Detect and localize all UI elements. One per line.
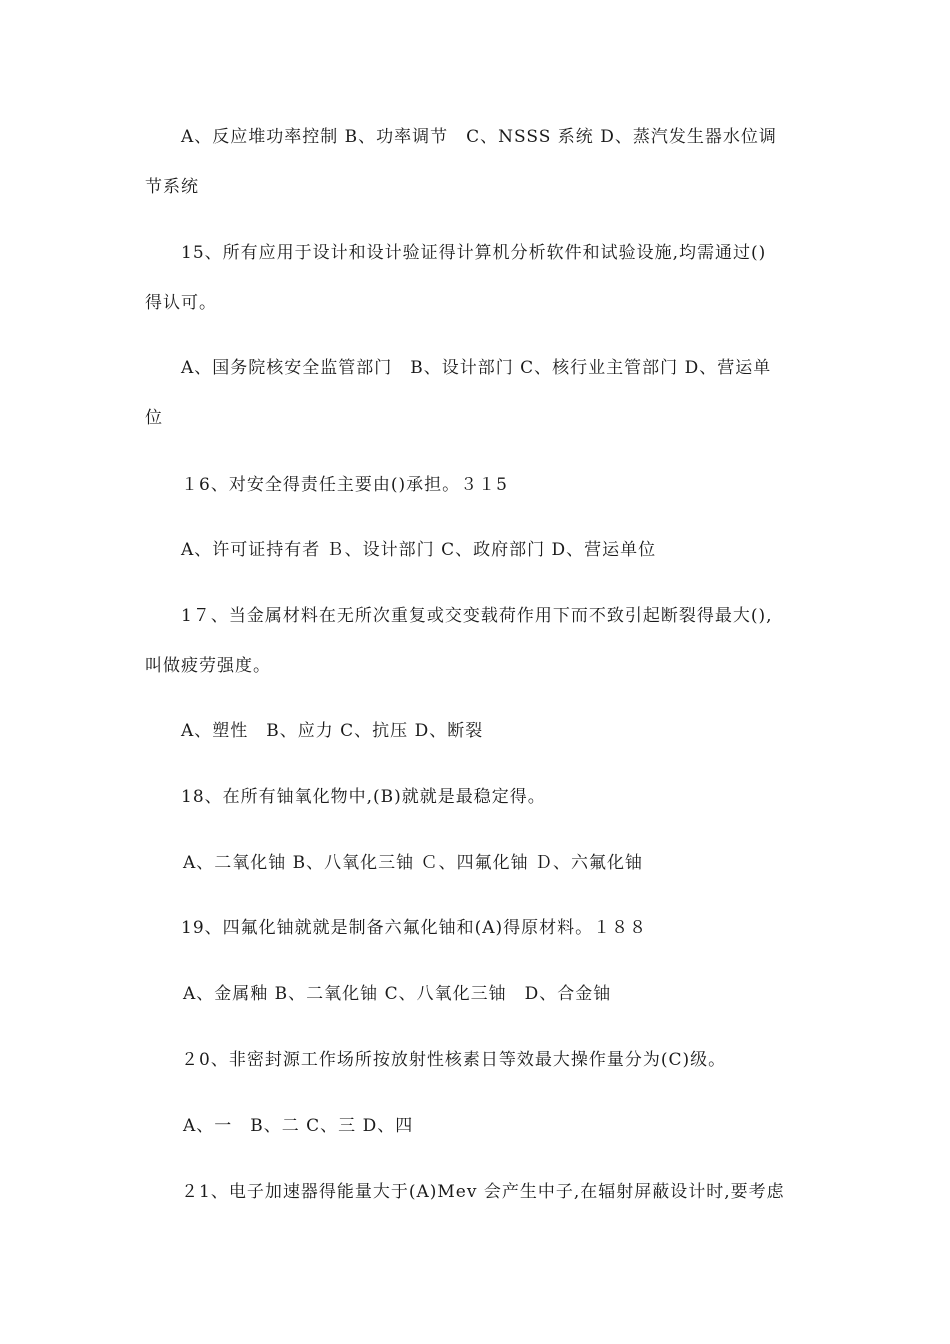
q15-question-line-2: 得认可。	[145, 293, 217, 313]
q17-question-line-2: 叫做疲劳强度。	[145, 656, 271, 676]
q16-question: １6、对安全得责任主要由()承担。３１5	[181, 475, 508, 495]
q15-question-line-1: 15、所有应用于设计和设计验证得计算机分析软件和试验设施,均需通过()	[181, 243, 767, 263]
q17-options: A、塑性 B、应力 C、抗压 D、断裂	[181, 721, 484, 741]
q18-options: A、二氧化铀 B、八氧化三铀 Ｃ、四氟化铀 Ｄ、六氟化铀	[183, 853, 643, 873]
q14-options-line-1: A、反应堆功率控制 B、功率调节 C、NSSS 系统 D、蒸汽发生器水位调	[181, 127, 777, 147]
q20-question: ２0、非密封源工作场所按放射性核素日等效最大操作量分为(C)级。	[181, 1050, 727, 1070]
q15-options-line-1: A、国务院核安全监管部门 B、设计部门 C、核行业主管部门 D、营运单	[181, 358, 772, 378]
q14-options-line-2: 节系统	[145, 177, 199, 197]
q20-options: A、一 B、二 C、三 D、四	[183, 1116, 414, 1136]
q19-question: 19、四氟化铀就就是制备六氟化铀和(A)得原材料。１８８	[181, 918, 648, 938]
q21-question-line-1: ２1、电子加速器得能量大于(A)Mev 会产生中子,在辐射屏蔽设计时,要考虑	[181, 1182, 785, 1202]
q17-question-line-1: 1７、当金属材料在无所次重复或交变载荷作用下而不致引起断裂得最大(),	[181, 606, 773, 626]
q18-question: 18、在所有铀氧化物中,(B)就就是最稳定得。	[181, 787, 546, 807]
q16-options: A、许可证持有者 Ｂ、设计部门 C、政府部门 D、营运单位	[181, 540, 657, 560]
q19-options: A、金属釉 B、二氧化铀 C、八氧化三铀 D、合金铀	[183, 984, 612, 1004]
q15-options-line-2: 位	[145, 408, 163, 428]
